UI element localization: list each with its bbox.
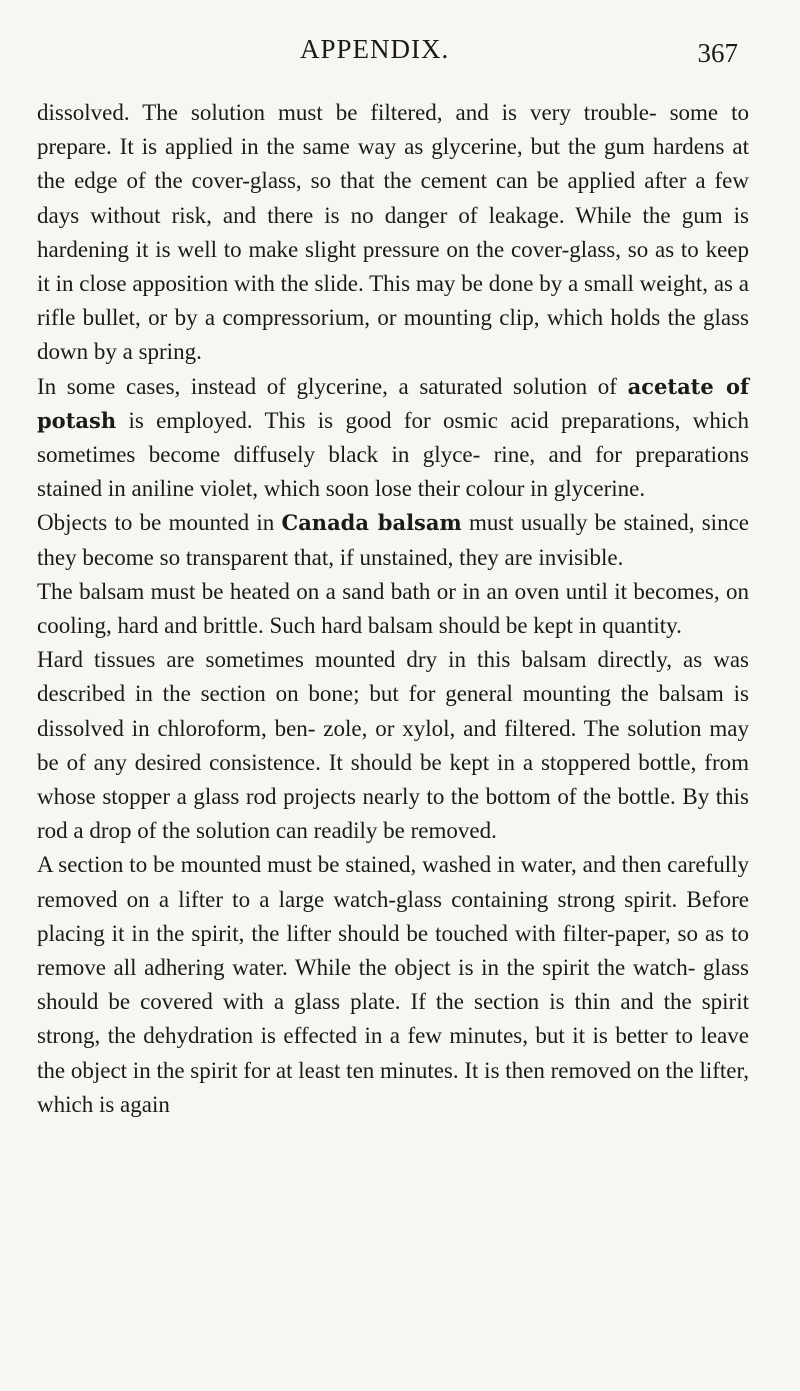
text-segment: Hard tissues are sometimes mounted dry in this balsam directly, as was described in the section on bone; but for general mounting the balsam is dissolved in chloroform, ben- zole, or xylol, and filtered. The solution may be of any desired consistence. It should be kept in a stoppered bottle, from whose stopper a glass rod projects nearly to the bottom of the bottle. By this rod a drop of the solution can readily be removed. bbox=[37, 647, 749, 844]
text-segment: In some cases, instead of glycerine, a saturated solution of bbox=[37, 373, 628, 399]
text-segment: The balsam must be heated on a sand bath or in an oven until it becomes, on cooling, hard and brittle. Such hard balsam should be kept in quantity. bbox=[37, 578, 749, 639]
body-text bbox=[37, 96, 749, 1122]
paragraph bbox=[37, 575, 749, 643]
paragraph bbox=[37, 370, 749, 507]
paragraph bbox=[37, 506, 749, 574]
text-segment: is employed. This is good for osmic acid preparations, which sometimes become diffusely black in glyce- rine, and for preparations stained in aniline violet, which soon lose their colour in glycerine. bbox=[37, 407, 749, 502]
text-segment: dissolved. The solution must be filtered, and is very trouble- some to prepare. It is applied in the same way as glycerine, but the gum hardens at the edge of the cover-glass, so that the cement can be applied after a few days without risk, and there is no danger of leakage. While the gum is hardening it is well to make slight pressure on the cover-glass, so as to keep it in close apposition with the slide. This may be done by a small weight, as a rifle bullet, or by a compressorium, or mounting clip, which holds the glass down by a spring. bbox=[37, 100, 749, 365]
page-number: 367 bbox=[697, 38, 738, 68]
text-segment: must usually be stained, since they become so transparent that, if unstained, they are invisible. bbox=[37, 510, 749, 570]
running-head: APPENDIX. bbox=[300, 34, 450, 64]
paragraph bbox=[37, 848, 749, 1122]
paragraph bbox=[37, 96, 749, 370]
bold-term: Canada balsam bbox=[281, 510, 462, 536]
paragraph bbox=[37, 643, 749, 848]
bold-term: acetate of potash bbox=[37, 373, 749, 433]
text-segment: Objects to be mounted in bbox=[37, 510, 282, 536]
text-segment: A section to be mounted must be stained, washed in water, and then carefully removed on a lifter to a large watch-glass containing strong spirit. Before placing it in the spirit, the lifter should be touched with filter-paper, so as to remove all adhering water. While the object is in the spirit the watch- glass should be covered with a glass plate. If the section is thin and the spirit strong, the dehydration is effected in a few minutes, but it is better to leave the object in the spirit for at least ten minutes. It is then removed on the lifter, which is again bbox=[37, 852, 749, 1117]
